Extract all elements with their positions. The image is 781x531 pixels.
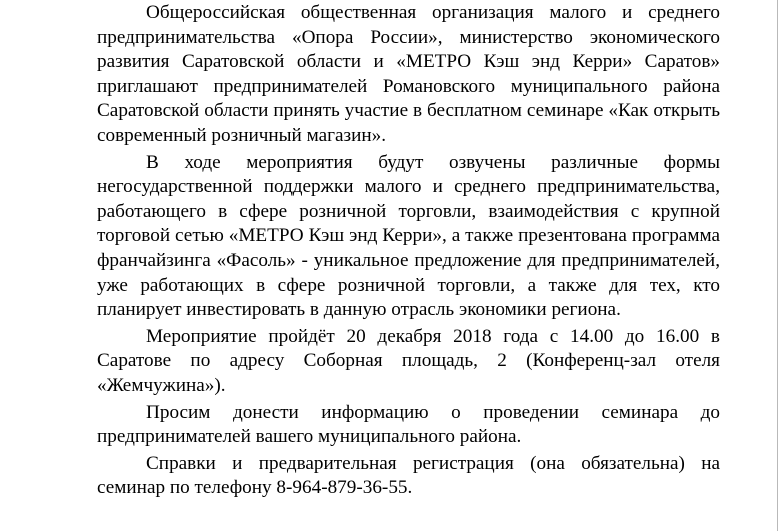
paragraph-invitation: Общероссийская общественная организация малого и среднего предпринимательства «Опора России», министерство экономического развития Саратовской области и «МЕТРО Кэш энд Керри» Саратов» приглашают предпринимателей Романовского муниципального района Саратовской области принять участие в бесплатном семинаре «Как открыть современный розничный магазин». bbox=[97, 2, 720, 146]
paragraph-registration: Справки и предварительная регистрация (она обязательна) на семинар по телефону 8-964-879-36-55. bbox=[97, 452, 720, 499]
paragraph-event-details: В ходе мероприятия будут озвучены различные формы негосударственной поддержки малого и среднего предпринимательства, работающего в сфере розничной торговли, взаимодействия с крупной торговой сетью «МЕТРО Кэш энд Керри», а также презентована программа франчайзинга «Фасоль» - уникальное предложение для предпринимателей, уже работающих в сфере розничной торговли, а также для тех, кто планирует инвестировать в данную отрасль экономики региона. bbox=[97, 151, 720, 321]
page-edge-divider bbox=[777, 0, 778, 531]
paragraph-date-location: Мероприятие пройдёт 20 декабря 2018 года с 14.00 до 16.00 в Саратове по адресу Соборная площадь, 2 (Конференц-зал отеля «Жемчужина»). bbox=[97, 325, 720, 396]
document-body bbox=[97, 1, 720, 501]
paragraph-request: Просим донести информацию о проведении семинара до предпринимателей вашего муниципального района. bbox=[97, 401, 720, 448]
